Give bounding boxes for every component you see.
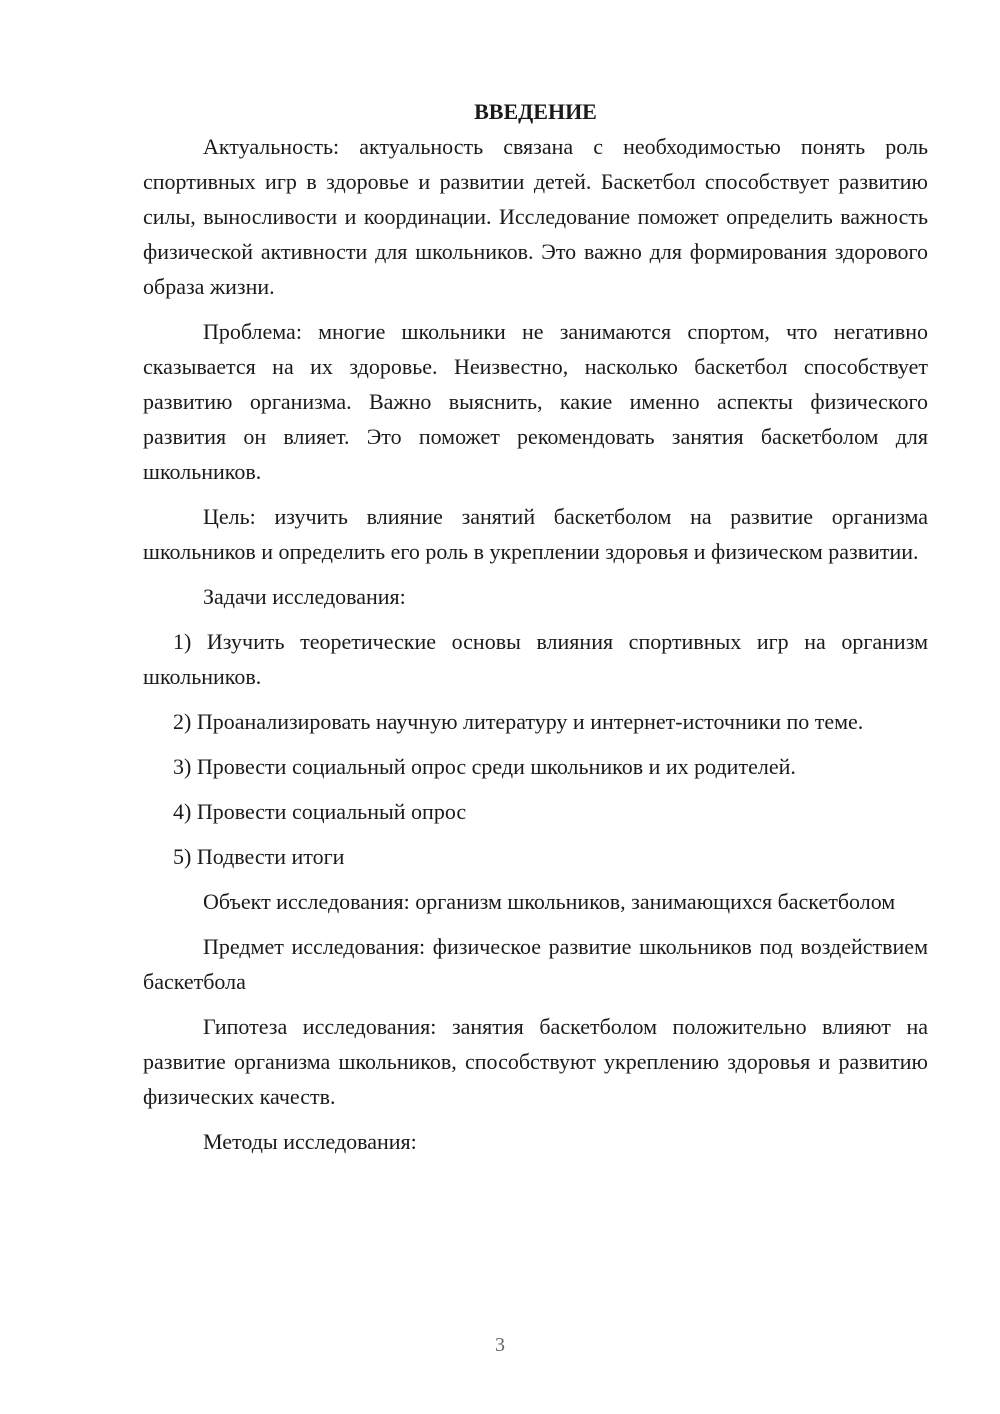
task-item-5: 5) Подвести итоги (173, 844, 345, 869)
paragraph-relevance: Актуальность: актуальность связана с необходимостью понять роль спортивных игр в здоровье и развитии детей. Баскетбол способствует развитию силы, выносливости и координации. Исследование поможет определить важность физической активности для школьников. Это важно для формирования здорового образа жизни. (143, 134, 928, 299)
page-number: 3 (495, 1334, 505, 1356)
task-item-3: 3) Провести социальный опрос среди школьников и их родителей. (173, 754, 796, 779)
paragraph-goal: Цель: изучить влияние занятий баскетболом на развитие организма школьников и определить его роль в укреплении здоровья и физическом развитии. (143, 504, 928, 564)
paragraph-hypothesis: Гипотеза исследования: занятия баскетболом положительно влияют на развитие организма школьников, способствуют укреплению здоровья и развитию физических качеств. (143, 1014, 928, 1109)
task-item-2: 2) Проанализировать научную литературу и интернет-источники по теме. (173, 709, 864, 734)
tasks-heading: Задачи исследования: (203, 584, 406, 609)
page-heading: ВВЕДЕНИЕ (474, 99, 597, 124)
task-item-1: 1) Изучить теоретические основы влияния спортивных игр на организм школьников. (143, 629, 928, 689)
paragraph-methods: Методы исследования: (203, 1129, 417, 1154)
task-item-4: 4) Провести социальный опрос (173, 799, 467, 824)
paragraph-subject: Предмет исследования: физическое развитие школьников под воздействием баскетбола (143, 934, 928, 994)
paragraph-problem: Проблема: многие школьники не занимаются спортом, что негативно сказывается на их здоровье. Неизвестно, насколько баскетбол способствует развитию организма. Важно выяснить, какие именно аспекты физического развития он влияет. Это поможет рекомендовать занятия баскетболом для школьников. (143, 319, 928, 484)
paragraph-object: Объект исследования: организм школьников, занимающихся баскетболом (203, 889, 896, 914)
document-page (143, 94, 928, 1169)
